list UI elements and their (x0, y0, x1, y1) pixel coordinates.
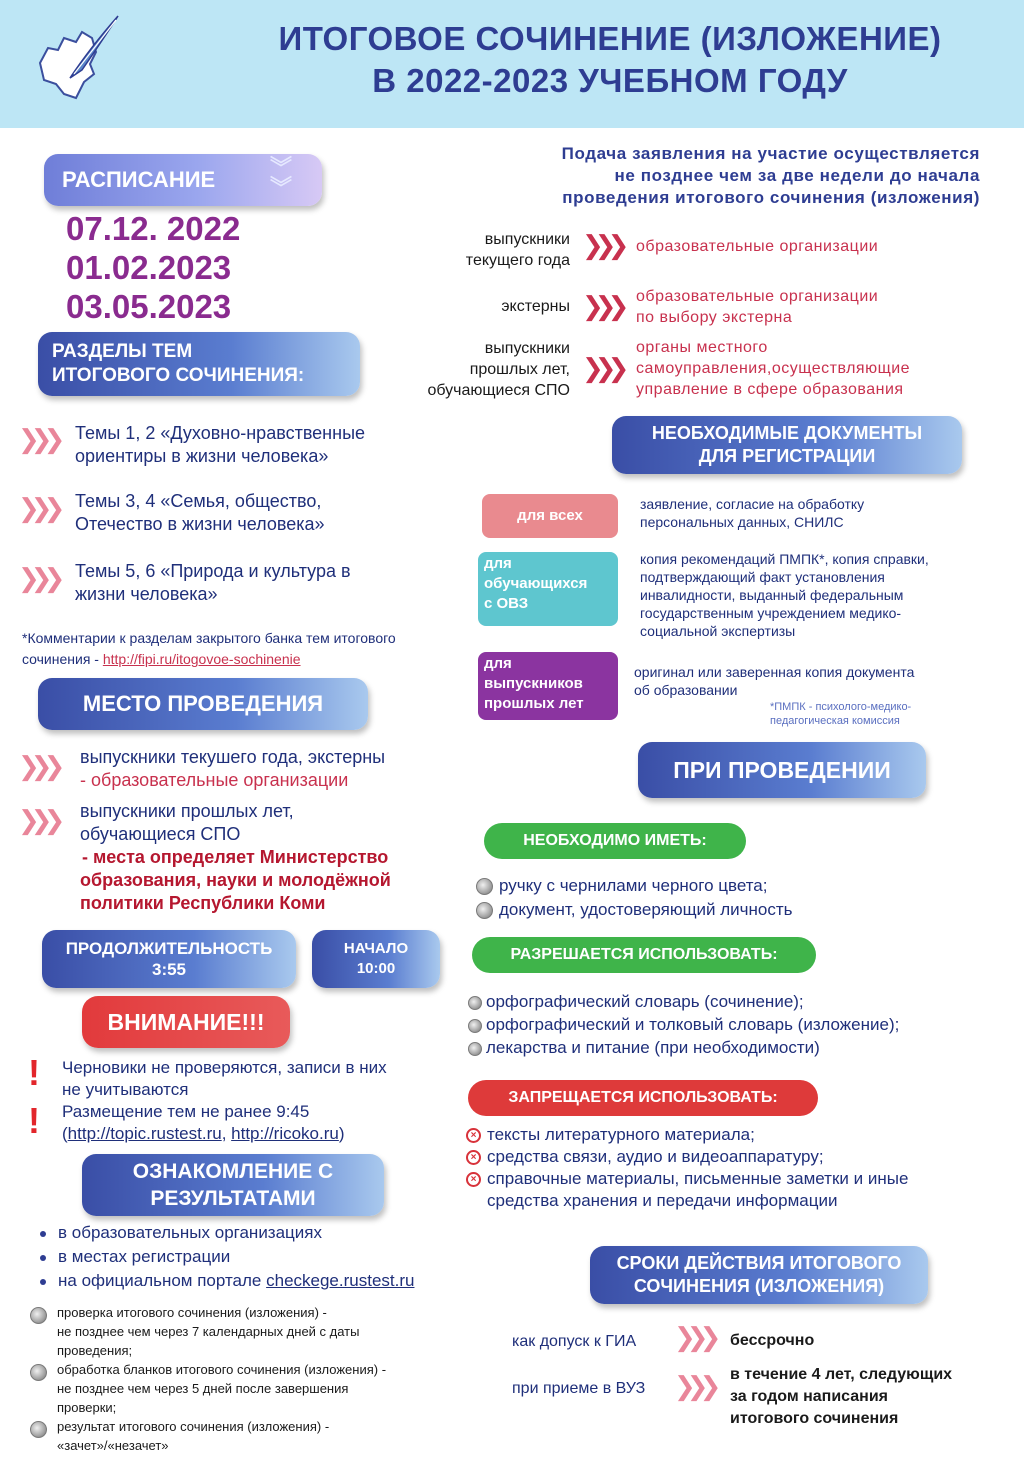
double-chevron-down-icon: ︾ ︾ (270, 155, 293, 200)
topic-item: Темы 3, 4 «Семья, общество, Отечество в жизни человека» (75, 491, 325, 534)
checkege-link[interactable]: checkege.rustest.ru (266, 1271, 415, 1290)
application-where: органы местного самоуправления,осуществляющие управление в сфере образования (636, 339, 911, 398)
attention-label: ВНИМАНИЕ!!! (82, 996, 290, 1048)
allowed-list: орфографический словарь (сочинение); орфографический и толковый словарь (изложение); лекарства и питание (при необходимости) (468, 990, 899, 1059)
doc-tag-ovz: для обучающихся с ОВЗ (478, 552, 618, 626)
chevron-arrow-icon: ❯❯❯ (674, 1323, 713, 1353)
chevron-arrow-icon: ❯❯❯ (582, 231, 621, 261)
application-notice: Подача заявления на участие осуществляется не позднее чем за две недели до начала проведения итогового сочинения (изложения) (561, 144, 980, 207)
application-who: выпускники прошлых лет, обучающиеся СПО (427, 340, 570, 399)
doc-text: заявление, согласие на обработку персональных данных, СНИЛС (640, 496, 865, 530)
bullet-dot-icon (40, 1231, 46, 1237)
allowed-label: РАЗРЕШАЕТСЯ ИСПОЛЬЗОВАТЬ: (472, 937, 816, 973)
gray-bullet-icon (476, 902, 493, 919)
chevron-arrow-icon: ❯❯❯ (18, 425, 57, 455)
schedule-date: 01.02.2023 (66, 249, 232, 286)
gray-bullet-icon (30, 1364, 47, 1381)
must-have-label: НЕОБХОДИМО ИМЕТЬ: (484, 823, 746, 859)
gray-bullet-icon (468, 1042, 482, 1056)
schedule-date: 07.12. 2022 (66, 210, 241, 247)
venue-item: выпускники прошлых лет, обучающиеся СПО - места определяет Министерство образования, науки и молодёжной политики Республики Коми (80, 801, 391, 913)
application-where: образовательные организации по выбору экстерна (636, 288, 879, 326)
topic-item: Темы 5, 6 «Природа и культура в жизни человека» (75, 561, 351, 604)
during-label: ПРИ ПРОВЕДЕНИИ (638, 742, 926, 798)
x-circle-icon: × (466, 1150, 481, 1165)
gray-bullet-icon (476, 878, 493, 895)
chevron-arrow-icon: ❯❯❯ (18, 564, 57, 594)
must-have-list: ручку с чернилами черного цвета; документ, удостоверяющий личность (476, 874, 793, 922)
bullet-dot-icon (40, 1279, 46, 1285)
ricoko-link[interactable]: http://ricoko.ru (231, 1124, 339, 1143)
page-title (200, 18, 1020, 102)
application-who: выпускники текущего года (465, 231, 570, 269)
gray-bullet-icon (30, 1421, 47, 1438)
title-line-1: ИТОГОВОЕ СОЧИНЕНИЕ (ИЗЛОЖЕНИЕ) (278, 20, 942, 57)
chevron-arrow-icon: ❯❯❯ (18, 494, 57, 524)
gray-bullet-icon (468, 1019, 482, 1033)
results-notes: проверка итогового сочинения (изложения) - не позднее чем через 7 календарных дней с даты проведения; обработка бланков итогового сочинения (изложения) - не позднее чем через 5 дней после завершения проверки; результат итогового сочинения (изложения) - «зачет»/«незачет» (30, 1303, 386, 1455)
venue-label: МЕСТО ПРОВЕДЕНИЯ (38, 678, 368, 730)
topic-link[interactable]: http://topic.rustest.ru (67, 1124, 222, 1143)
duration-box: ПРОДОЛЖИТЕЛЬНОСТЬ 3:55 (42, 930, 296, 988)
documents-label: НЕОБХОДИМЫЕ ДОКУМЕНТЫ ДЛЯ РЕГИСТРАЦИИ (612, 416, 962, 474)
application-where: образовательные организации (636, 238, 879, 255)
gray-bullet-icon (30, 1307, 47, 1324)
validity-case: как допуск к ГИА (512, 1333, 637, 1350)
validity-term: бессрочно (730, 1332, 815, 1349)
doc-tag-all: для всех (482, 494, 618, 538)
start-box: НАЧАЛО 10:00 (312, 930, 440, 988)
attention-text: Черновики не проверяются, записи в них не учитываются Размещение тем не ранее 9:45 (http://topic.rustest.ru, http://ricoko.ru) (62, 1058, 387, 1143)
topic-item: Темы 1, 2 «Духовно-нравственные ориентиры в жизни человека» (75, 423, 366, 466)
title-line-2: В 2022-2023 УЧЕБНОМ ГОДУ (372, 62, 848, 99)
chevron-arrow-icon: ❯❯❯ (582, 292, 621, 322)
fipi-link[interactable]: http://fipi.ru/itogovoe-sochinenie (102, 651, 301, 667)
chevron-arrow-icon: ❯❯❯ (18, 806, 57, 836)
schedule-label-text: РАСПИСАНИЕ (62, 167, 216, 192)
validity-label: СРОКИ ДЕЙСТВИЯ ИТОГОВОГО СОЧИНЕНИЯ (ИЗЛОЖЕНИЯ) (590, 1246, 928, 1304)
results-list: в образовательных организациях в местах регистрации на официальном портале checkege.rustest.ru (40, 1221, 414, 1293)
validity-term: в течение 4 лет, следующих за годом написания итогового сочинения (730, 1366, 953, 1427)
topics-footnote: *Комментарии к разделам закрытого банка тем итогового сочинения - http://fipi.ru/itogovoe-sochinenie (22, 630, 396, 667)
komi-map-feather-icon (30, 8, 130, 108)
chevron-arrow-icon: ❯❯❯ (18, 752, 57, 782)
schedule-label (44, 154, 322, 206)
x-circle-icon: × (466, 1172, 481, 1187)
doc-text: оригинал или заверенная копия документа об образовании (634, 664, 915, 698)
chevron-arrow-icon: ❯❯❯ (674, 1372, 713, 1402)
exclamation-icon: ! (28, 1100, 40, 1141)
application-who: экстерны (501, 298, 570, 315)
exclamation-icon: ! (28, 1052, 40, 1093)
topics-label: РАЗДЕЛЫ ТЕМ ИТОГОВОГО СОЧИНЕНИЯ: (38, 332, 360, 396)
doc-tag-past-graduates: для выпускников прошлых лет (478, 652, 618, 720)
results-label: ОЗНАКОМЛЕНИЕ С РЕЗУЛЬТАТАМИ (82, 1154, 384, 1216)
venue-item: выпускники текушего года, экстерны - образовательные организации (80, 747, 386, 790)
chevron-arrow-icon: ❯❯❯ (582, 354, 621, 384)
gray-bullet-icon (468, 996, 482, 1010)
bullet-dot-icon (40, 1255, 46, 1261)
validity-case: при приеме в ВУЗ (512, 1380, 646, 1397)
doc-text: копия рекомендаций ПМПК*, копия справки, подтверждающий факт установления инвалидности, выданный федеральным государственным учреждением медико- социальной экспертизы (640, 551, 929, 639)
forbidden-list: × тексты литературного материала; × средства связи, аудио и видеоаппаратуру; × справочные материалы, письменные заметки и иные средства хранения и передачи информации (466, 1124, 908, 1212)
x-circle-icon: × (466, 1128, 481, 1143)
forbidden-label: ЗАПРЕЩАЕТСЯ ИСПОЛЬЗОВАТЬ: (468, 1080, 818, 1116)
schedule-date: 03.05.2023 (66, 288, 232, 325)
pmpk-footnote: *ПМПК - психолого-медико- педагогическая комиссия (770, 701, 912, 727)
